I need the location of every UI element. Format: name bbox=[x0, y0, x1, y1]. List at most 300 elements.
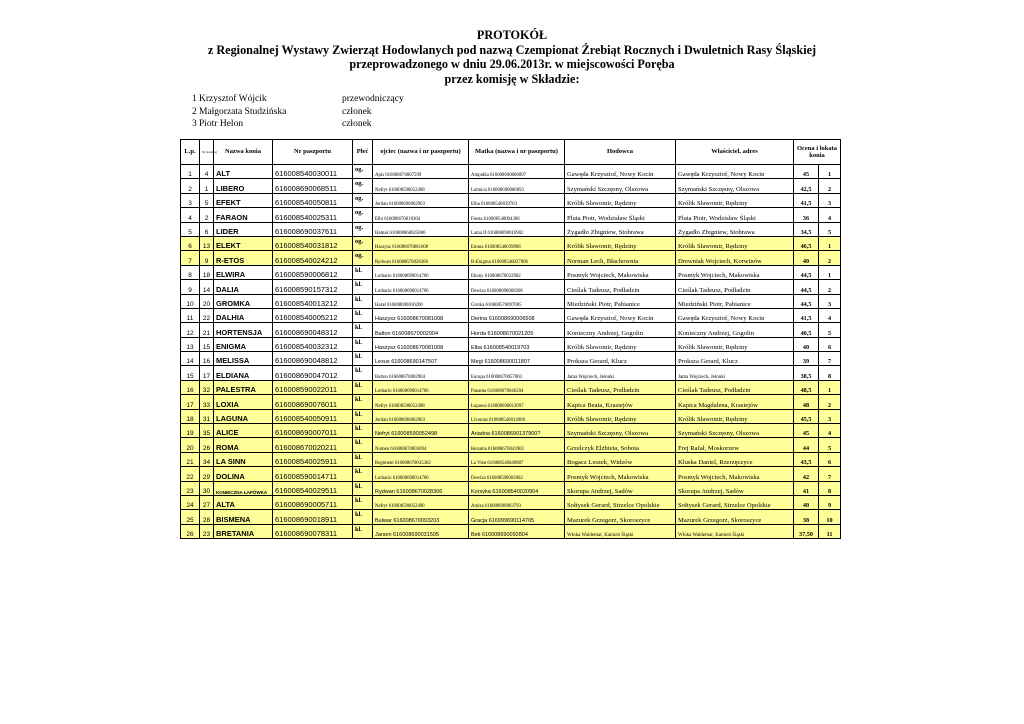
cell-nazwa: GROMKA bbox=[214, 294, 273, 308]
table-row bbox=[181, 438, 841, 452]
cell-wlasciciel: Mazurek Grzegorz, Skoroszyce bbox=[676, 510, 794, 524]
cell-hodowca: Żygadło Zbigniew, Stobrawa bbox=[565, 222, 676, 236]
cell-katalog: 30 bbox=[200, 481, 214, 495]
cell-katalog: 28 bbox=[200, 510, 214, 524]
member-number: 3 bbox=[192, 119, 197, 129]
cell-matka: Ebony 616008670032902 bbox=[469, 265, 565, 279]
cell-nazwa: LAGUNA bbox=[214, 409, 273, 423]
cell-wlasciciel: Frej Rafał, Moskorzew bbox=[676, 438, 794, 452]
table-row bbox=[181, 251, 841, 265]
cell-ocena: 40 bbox=[794, 251, 819, 265]
cell-nazwa: ALTA bbox=[214, 495, 273, 509]
header-wlasciciel: Właściciel, adres bbox=[676, 140, 794, 165]
cell-plec: kl. bbox=[353, 495, 373, 509]
cell-katalog: 16 bbox=[200, 352, 214, 366]
cell-lokata: 9 bbox=[819, 495, 841, 509]
cell-nazwa: EFEKT bbox=[214, 193, 273, 207]
cell-matka: Derina 616008690006508 bbox=[469, 308, 565, 322]
cell-matka: La Vien 616008540049807 bbox=[469, 452, 565, 466]
cell-ojciec: Balton 616008670002904 bbox=[373, 323, 469, 337]
cell-wlasciciel: Sołtysek Gerard, Strzelce Opolskie bbox=[676, 495, 794, 509]
cell-lokata: 11 bbox=[819, 524, 841, 538]
cell-lokata: 1 bbox=[819, 236, 841, 250]
cell-paszport: 616008690018911 bbox=[273, 510, 353, 524]
cell-lp: 18 bbox=[181, 409, 200, 423]
cell-ocena: 40,5 bbox=[794, 323, 819, 337]
cell-plec: og. bbox=[353, 165, 373, 179]
cell-nazwa: MELISSA bbox=[214, 352, 273, 366]
cell-hodowca: Proksza Gerard, Klucz bbox=[565, 352, 676, 366]
cell-wlasciciel: Jama Wojciech, Jelonki bbox=[676, 366, 794, 380]
cell-lokata: 7 bbox=[819, 352, 841, 366]
cell-paszport: 616008690048312 bbox=[273, 323, 353, 337]
cell-plec: kl. bbox=[353, 294, 373, 308]
cell-plec: kl. bbox=[353, 452, 373, 466]
cell-ojciec: Hamaś 616008660025806 bbox=[373, 222, 469, 236]
header-katalog: Nr katalog bbox=[200, 140, 214, 165]
subtitle-date-place: przeprowadzonego w dniu 29.06.2013r. w miejscowości Poręba bbox=[349, 57, 675, 71]
cell-ocena: 41,5 bbox=[794, 308, 819, 322]
cell-lp: 14 bbox=[181, 352, 200, 366]
cell-plec: kl. bbox=[353, 510, 373, 524]
cell-lp: 16 bbox=[181, 380, 200, 394]
cell-ocena: 43,5 bbox=[794, 452, 819, 466]
cell-lokata: 10 bbox=[819, 510, 841, 524]
cell-wlasciciel: Szymański Szczęsny, Olszowa bbox=[676, 179, 794, 193]
cell-ocena: 40 bbox=[794, 495, 819, 509]
cell-ocena: 39 bbox=[794, 352, 819, 366]
cell-katalog: 32 bbox=[200, 380, 214, 394]
cell-plec: kl. bbox=[353, 467, 373, 481]
table-row bbox=[181, 294, 841, 308]
cell-wlasciciel: Posmyk Wojciech, Makowiska bbox=[676, 265, 794, 279]
cell-nazwa: BISMENA bbox=[214, 510, 273, 524]
cell-nazwa: ELEKT bbox=[214, 236, 273, 250]
table-row bbox=[181, 323, 841, 337]
cell-matka: Amiza 616008690003793 bbox=[469, 495, 565, 509]
member-role: członek bbox=[342, 106, 372, 117]
cell-paszport: 616008690007011 bbox=[273, 424, 353, 438]
cell-wlasciciel: Kluska Daniel, Rzerzęczyce bbox=[676, 452, 794, 466]
table-row bbox=[181, 424, 841, 438]
table-row bbox=[181, 395, 841, 409]
cell-lp: 13 bbox=[181, 337, 200, 351]
cell-ocena: 48 bbox=[794, 395, 819, 409]
table-row bbox=[181, 481, 841, 495]
cell-ocena: 45 bbox=[794, 424, 819, 438]
cell-plec: kl. bbox=[353, 265, 373, 279]
table-row bbox=[181, 409, 841, 423]
results-table bbox=[180, 139, 841, 539]
cell-lokata: 4 bbox=[819, 208, 841, 222]
cell-wlasciciel: Królik Sławomir, Rędziny bbox=[676, 409, 794, 423]
cell-matka: Ariadna 616008690137900? bbox=[469, 424, 565, 438]
cell-lp: 26 bbox=[181, 524, 200, 538]
commission-member bbox=[192, 106, 404, 119]
cell-lokata: 6 bbox=[819, 452, 841, 466]
cell-katalog: 18 bbox=[200, 265, 214, 279]
cell-lp: 7 bbox=[181, 251, 200, 265]
cell-matka: Rezuma 616008670043903 bbox=[469, 438, 565, 452]
cell-matka: Europa 616008670057003 bbox=[469, 366, 565, 380]
cell-paszport: 616008690047012 bbox=[273, 366, 353, 380]
cell-ojciec: Apis 616008670007599 bbox=[373, 165, 469, 179]
member-name: Małgorzata Studzińska bbox=[199, 106, 287, 117]
table-row bbox=[181, 467, 841, 481]
member-number: 2 bbox=[192, 106, 197, 117]
cell-lp: 2 bbox=[181, 179, 200, 193]
cell-ocena: 34,5 bbox=[794, 222, 819, 236]
cell-hodowca: Posmyk Wojciech, Makowiska bbox=[565, 265, 676, 279]
header-matka: Matka (nazwa i nr paszportu) bbox=[469, 140, 565, 165]
cell-wlasciciel: Miedziński Piotr, Pabianice bbox=[676, 294, 794, 308]
cell-ojciec: Lothario 616008690014706 bbox=[373, 380, 469, 394]
cell-katalog: 4 bbox=[200, 165, 214, 179]
header-paszport: Nr paszportu bbox=[273, 140, 353, 165]
cell-lp: 10 bbox=[181, 294, 200, 308]
cell-ojciec: Bulwar 616008670093203 bbox=[373, 510, 469, 524]
cell-paszport: 616008540025311 bbox=[273, 208, 353, 222]
cell-nazwa: LIBERO bbox=[214, 179, 273, 193]
cell-ojciec: Lothario 616008690014706 bbox=[373, 265, 469, 279]
cell-hodowca: Kapica Beata, Krasiejów bbox=[565, 395, 676, 409]
cell-lp: 19 bbox=[181, 424, 200, 438]
cell-hodowca: Gawęda Krzysztof, Nowy Kocin bbox=[565, 165, 676, 179]
cell-katalog: 2 bbox=[200, 208, 214, 222]
cell-plec: kl. bbox=[353, 438, 373, 452]
cell-hodowca: Miedziński Piotr, Pabianice bbox=[565, 294, 676, 308]
cell-wlasciciel: Konieczny Andrzej, Gogolin bbox=[676, 323, 794, 337]
cell-ocena: 36 bbox=[794, 208, 819, 222]
cell-matka: Elba 616008540019703 bbox=[469, 337, 565, 351]
cell-nazwa: KONIECZNA ŁAPÓWKA bbox=[214, 481, 273, 495]
cell-ojciec: Nefryt 616008590052498 bbox=[373, 495, 469, 509]
cell-hodowca: Bogacz Leszek, Widzów bbox=[565, 452, 676, 466]
cell-nazwa: DOLINA bbox=[214, 467, 273, 481]
cell-paszport: 616008540050811 bbox=[273, 193, 353, 207]
table-row bbox=[181, 495, 841, 509]
cell-katalog: 5 bbox=[200, 193, 214, 207]
cell-ojciec: Lothario 616008690014706 bbox=[373, 280, 469, 294]
cell-nazwa: ALT bbox=[214, 165, 273, 179]
cell-plec: og. bbox=[353, 236, 373, 250]
cell-plec: kl. bbox=[353, 395, 373, 409]
cell-wlasciciel: Proksza Gerard, Klucz bbox=[676, 352, 794, 366]
cell-plec: og. bbox=[353, 251, 373, 265]
table-row bbox=[181, 308, 841, 322]
cell-lp: 23 bbox=[181, 481, 200, 495]
cell-ocena: 44,5 bbox=[794, 280, 819, 294]
cell-hodowca: Norman Lech, Błachownia bbox=[565, 251, 676, 265]
cell-hodowca: Cieślak Tadeusz, Podładzin bbox=[565, 380, 676, 394]
cell-hodowca: Skorupa Andrzej, Sadów bbox=[565, 481, 676, 495]
cell-nazwa: LOXIA bbox=[214, 395, 273, 409]
cell-matka: Megi 616008690011807 bbox=[469, 352, 565, 366]
header-nazwa: Nazwa konia bbox=[214, 140, 273, 165]
cell-paszport: 616008690076011 bbox=[273, 395, 353, 409]
table-row bbox=[181, 179, 841, 193]
cell-wlasciciel: Szymański Szczęsny, Olszowa bbox=[676, 424, 794, 438]
member-name: Krzysztof Wójcik bbox=[199, 94, 267, 104]
cell-plec: kl. bbox=[353, 481, 373, 495]
cell-lokata: 5 bbox=[819, 323, 841, 337]
cell-ojciec: Lexus 616008690147507 bbox=[373, 352, 469, 366]
cell-ocena: 38,5 bbox=[794, 366, 819, 380]
table-row bbox=[181, 236, 841, 250]
cell-plec: kl. bbox=[353, 366, 373, 380]
cell-hodowca: Pluta Piotr, Wodzisław Śląski bbox=[565, 208, 676, 222]
cell-nazwa: HORTENSJA bbox=[214, 323, 273, 337]
cell-hodowca: Grzelczyk Elżbieta, Sobota bbox=[565, 438, 676, 452]
cell-plec: kl. bbox=[353, 352, 373, 366]
cell-katalog: 13 bbox=[200, 236, 214, 250]
cell-lokata: 7 bbox=[819, 467, 841, 481]
title: PROTOKÓŁ bbox=[476, 28, 548, 42]
cell-paszport: 616008690068511 bbox=[273, 179, 353, 193]
cell-lokata: 3 bbox=[819, 193, 841, 207]
cell-wlasciciel: Drewniak Wojciech, Korwinów bbox=[676, 251, 794, 265]
header-ocena: Ocena i lokata konia bbox=[794, 140, 841, 165]
cell-ojciec: Nefryt 616008590052498 bbox=[373, 395, 469, 409]
cell-ocena: 46,5 bbox=[794, 236, 819, 250]
cell-lokata: 4 bbox=[819, 308, 841, 322]
cell-ojciec: Haszysz 616008670081008 bbox=[373, 308, 469, 322]
cell-paszport: 616008670020211 bbox=[273, 438, 353, 452]
cell-matka: Łupawa 616008690013097 bbox=[469, 395, 565, 409]
table-row bbox=[181, 380, 841, 394]
cell-katalog: 14 bbox=[200, 280, 214, 294]
cell-ojciec: Jordan 616008690062903 bbox=[373, 193, 469, 207]
cell-ocena: 45 bbox=[794, 165, 819, 179]
cell-lp: 1 bbox=[181, 165, 200, 179]
header-plec: Płeć bbox=[353, 140, 373, 165]
cell-ocena: 44,5 bbox=[794, 294, 819, 308]
cell-katalog: 31 bbox=[200, 409, 214, 423]
cell-plec: kl. bbox=[353, 323, 373, 337]
cell-matka: Elba 616008540019703 bbox=[469, 193, 565, 207]
cell-lp: 5 bbox=[181, 222, 200, 236]
cell-katalog: 33 bbox=[200, 395, 214, 409]
cell-lokata: 5 bbox=[819, 438, 841, 452]
cell-lp: 20 bbox=[181, 438, 200, 452]
cell-lp: 4 bbox=[181, 208, 200, 222]
cell-lokata: 8 bbox=[819, 366, 841, 380]
subtitle-commission: przez komisję w Składzie: bbox=[444, 71, 580, 86]
cell-hodowca: Jama Wojciech, Jelonki bbox=[565, 366, 676, 380]
cell-matka: Lama II 616008690016902 bbox=[469, 222, 565, 236]
cell-nazwa: ELWIRA bbox=[214, 265, 273, 279]
cell-nazwa: PALESTRA bbox=[214, 380, 273, 394]
cell-matka: Fiesta 616008540004306 bbox=[469, 208, 565, 222]
cell-nazwa: ENIGMA bbox=[214, 337, 273, 351]
cell-ocena: 44 bbox=[794, 438, 819, 452]
cell-plec: og. bbox=[353, 193, 373, 207]
cell-hodowca: Królik Sławomir, Rędziny bbox=[565, 337, 676, 351]
cell-plec: kl. bbox=[353, 409, 373, 423]
cell-paszport: 616008540005212 bbox=[273, 308, 353, 322]
cell-lokata: 6 bbox=[819, 337, 841, 351]
table-row bbox=[181, 524, 841, 538]
table-body bbox=[181, 165, 841, 539]
cell-lp: 15 bbox=[181, 366, 200, 380]
table-row bbox=[181, 510, 841, 524]
cell-matka: R-Enigma 616008540027806 bbox=[469, 251, 565, 265]
cell-ojciec: Jordan 616008690062903 bbox=[373, 409, 469, 423]
cell-nazwa: LA SINN bbox=[214, 452, 273, 466]
cell-plec: og. bbox=[353, 179, 373, 193]
cell-ojciec: Rydwan 616008670028306 bbox=[373, 251, 469, 265]
cell-ojciec: Jarsen 616008690031505 bbox=[373, 524, 469, 538]
table-row bbox=[181, 280, 841, 294]
cell-paszport: 616008590157312 bbox=[273, 280, 353, 294]
cell-lp: 21 bbox=[181, 452, 200, 466]
subtitle-event: z Regionalnej Wystawy Zwierząt Hodowlanych pod nazwą Czempionat Źrebiąt Rocznych i Dwuletnich Rasy Śląskiej bbox=[207, 42, 817, 57]
cell-hodowca: Cieślak Tadeusz, Podładzin bbox=[565, 280, 676, 294]
cell-lokata: 5 bbox=[819, 222, 841, 236]
cell-ojciec: Balton 616008670002904 bbox=[373, 366, 469, 380]
cell-ocena: 42 bbox=[794, 467, 819, 481]
cell-paszport: 616008540032312 bbox=[273, 337, 353, 351]
cell-wlasciciel: Żygadło Zbigniew, Stobrawa bbox=[676, 222, 794, 236]
cell-nazwa: DALHIA bbox=[214, 308, 273, 322]
cell-lp: 11 bbox=[181, 308, 200, 322]
table-row bbox=[181, 366, 841, 380]
cell-plec: kl. bbox=[353, 280, 373, 294]
cell-nazwa: ALICE bbox=[214, 424, 273, 438]
cell-nazwa: ROMA bbox=[214, 438, 273, 452]
cell-lokata: 4 bbox=[819, 424, 841, 438]
cell-wlasciciel: Gawęda Krzysztof, Nowy Kocin bbox=[676, 165, 794, 179]
cell-lokata: 2 bbox=[819, 395, 841, 409]
cell-wlasciciel: Królik Sławomir, Rędziny bbox=[676, 337, 794, 351]
cell-ocena: 38 bbox=[794, 510, 819, 524]
cell-ocena: 41,5 bbox=[794, 193, 819, 207]
cell-katalog: 23 bbox=[200, 524, 214, 538]
cell-lokata: 3 bbox=[819, 294, 841, 308]
cell-plec: kl. bbox=[353, 380, 373, 394]
cell-paszport: 616008690037611 bbox=[273, 222, 353, 236]
cell-lp: 22 bbox=[181, 467, 200, 481]
cell-hodowca: Królik Sławomir, Rędziny bbox=[565, 193, 676, 207]
cell-ocena: 44,5 bbox=[794, 265, 819, 279]
cell-ojciec: Nefryt 616008590052498 bbox=[373, 424, 469, 438]
cell-paszport: 616008540024212 bbox=[273, 251, 353, 265]
cell-paszport: 616008590006812 bbox=[273, 265, 353, 279]
table-row bbox=[181, 337, 841, 351]
cell-ocena: 48,5 bbox=[794, 380, 819, 394]
cell-ojciec: Rydwan 616008670028306 bbox=[373, 481, 469, 495]
cell-ojciec: Regiment 616008670035302 bbox=[373, 452, 469, 466]
cell-lokata: 3 bbox=[819, 409, 841, 423]
table-header-row bbox=[181, 140, 841, 165]
member-number: 1 bbox=[192, 94, 197, 104]
table-row bbox=[181, 265, 841, 279]
cell-lp: 24 bbox=[181, 495, 200, 509]
cell-katalog: 17 bbox=[200, 366, 214, 380]
commission-member bbox=[192, 93, 404, 106]
cell-plec: kl. bbox=[353, 337, 373, 351]
cell-lokata: 2 bbox=[819, 280, 841, 294]
cell-matka: Beti 616008690092804 bbox=[469, 524, 565, 538]
cell-hodowca: Konieczny Andrzej, Gogolin bbox=[565, 323, 676, 337]
cell-plec: kl. bbox=[353, 524, 373, 538]
cell-hodowca: Mazurek Grzegorz, Skoroszyce bbox=[565, 510, 676, 524]
cell-hodowca: Szymański Szczęsny, Olszowa bbox=[565, 179, 676, 193]
cell-katalog: 9 bbox=[200, 251, 214, 265]
cell-wlasciciel: Pluta Piotr, Wodzisław Śląski bbox=[676, 208, 794, 222]
cell-matka: Grotka 616008570097005 bbox=[469, 294, 565, 308]
cell-katalog: 22 bbox=[200, 308, 214, 322]
cell-matka: Dewiza 616008690068306 bbox=[469, 280, 565, 294]
cell-katalog: 26 bbox=[200, 438, 214, 452]
cell-hodowca: Królik Sławomir, Rędziny bbox=[565, 409, 676, 423]
cell-katalog: 34 bbox=[200, 452, 214, 466]
cell-plec: kl. bbox=[353, 308, 373, 322]
header-lp: L.p. bbox=[181, 140, 200, 165]
cell-ocena: 40 bbox=[794, 337, 819, 351]
cell-ojciec: Nomen 616008670003694 bbox=[373, 438, 469, 452]
table-row bbox=[181, 352, 841, 366]
cell-lokata: 2 bbox=[819, 251, 841, 265]
cell-nazwa: BRETANIA bbox=[214, 524, 273, 538]
cell-ojciec: Haszysz 616008670081008 bbox=[373, 337, 469, 351]
cell-katalog: 15 bbox=[200, 337, 214, 351]
cell-hodowca: Szymański Szczęsny, Olszowa bbox=[565, 424, 676, 438]
table-row bbox=[181, 208, 841, 222]
cell-wlasciciel: Kapica Magdalena, Krasiejów bbox=[676, 395, 794, 409]
cell-paszport: 616008690078311 bbox=[273, 524, 353, 538]
cell-lokata: 1 bbox=[819, 380, 841, 394]
header-hodowca: Hodowca bbox=[565, 140, 676, 165]
cell-ocena: 42,5 bbox=[794, 179, 819, 193]
cell-katalog: 6 bbox=[200, 222, 214, 236]
cell-nazwa: FARAON bbox=[214, 208, 273, 222]
commission-member bbox=[192, 118, 404, 131]
cell-lokata: 2 bbox=[819, 179, 841, 193]
table-row bbox=[181, 165, 841, 179]
cell-katalog: 35 bbox=[200, 424, 214, 438]
cell-lp: 8 bbox=[181, 265, 200, 279]
cell-katalog: 29 bbox=[200, 467, 214, 481]
cell-hodowca: Sołtysek Gerard, Strzelce Opolskie bbox=[565, 495, 676, 509]
cell-wlasciciel: Cieślak Tadeusz, Podładzin bbox=[676, 280, 794, 294]
cell-paszport: 616008540030011 bbox=[273, 165, 353, 179]
cell-matka: Gracja 616999690114705 bbox=[469, 510, 565, 524]
cell-nazwa: LIDER bbox=[214, 222, 273, 236]
cell-katalog: 1 bbox=[200, 179, 214, 193]
cell-plec: og. bbox=[353, 208, 373, 222]
cell-katalog: 21 bbox=[200, 323, 214, 337]
cell-ocena: 45,5 bbox=[794, 409, 819, 423]
cell-lokata: 1 bbox=[819, 265, 841, 279]
cell-matka: Panama 616008670046204 bbox=[469, 380, 565, 394]
cell-hodowca: Włoka Waldemar, Kamień Śląski bbox=[565, 524, 676, 538]
cell-ojciec: Haszysz 616008670081008 bbox=[373, 236, 469, 250]
cell-lp: 17 bbox=[181, 395, 200, 409]
cell-wlasciciel: Gawęda Krzysztof, Nowy Kocin bbox=[676, 308, 794, 322]
header-ojciec: ojciec (nazwa i nr paszportu) bbox=[373, 140, 469, 165]
cell-ocena: 41 bbox=[794, 481, 819, 495]
document-header bbox=[0, 28, 1024, 86]
table-row bbox=[181, 452, 841, 466]
cell-ocena: 37,50 bbox=[794, 524, 819, 538]
cell-katalog: 20 bbox=[200, 294, 214, 308]
cell-paszport: 616008590022011 bbox=[273, 380, 353, 394]
cell-lp: 9 bbox=[181, 280, 200, 294]
cell-paszport: 616008690048812 bbox=[273, 352, 353, 366]
member-name: Piotr Helon bbox=[199, 119, 244, 129]
cell-plec: kl. bbox=[353, 424, 373, 438]
